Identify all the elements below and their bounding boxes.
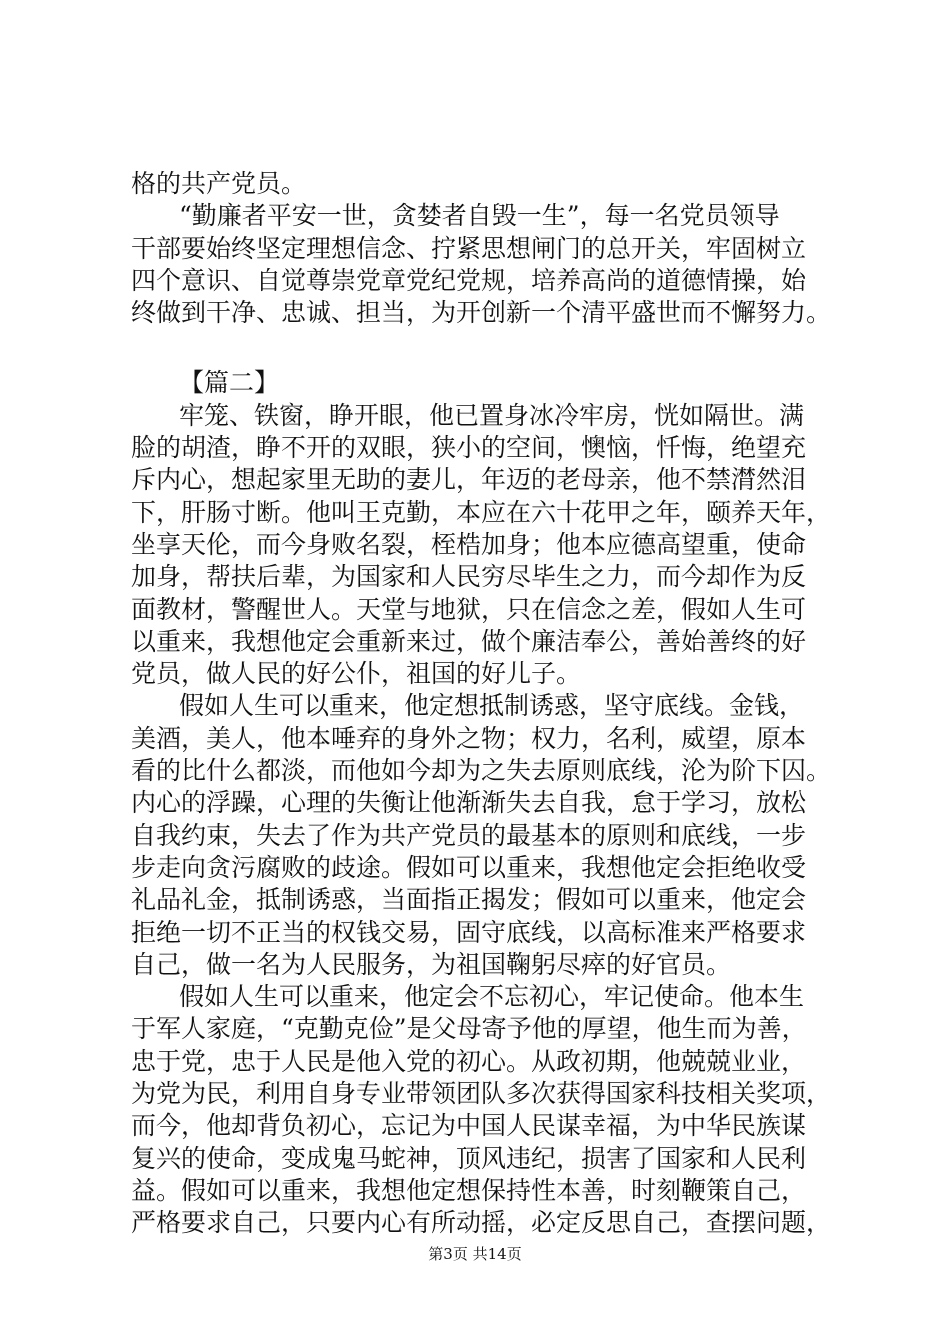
text-line: 自己，做一名为人民服务，为祖国鞠躬尽瘁的好官员。 [131, 949, 732, 979]
text-line: 坐享天伦，而今身败名裂，桎梏加身；他本应德高望重，使命 [131, 529, 807, 559]
text-line: 复兴的使命，变成鬼马蛇神，顶风违纪，损害了国家和人民利 [131, 1143, 807, 1173]
text-line: 礼品礼金，抵制诱惑，当面指正揭发；假如可以重来，他定会 [131, 885, 807, 915]
text-line: 加身，帮扶后辈，为国家和人民穷尽毕生之力，而今却作为反 [131, 562, 807, 592]
text-line: 而今，他却背负初心，忘记为中国人民谋幸福，为中华民族谋 [131, 1111, 807, 1141]
section-heading: 【篇二】 [179, 368, 280, 398]
document-body [131, 168, 851, 1240]
paragraph-start-line: 假如人生可以重来，他定会不忘初心，牢记使命。他本生 [179, 982, 805, 1012]
text-line: 终做到干净、忠诚、担当，为开创新一个清平盛世而不懈努力。 [131, 298, 832, 328]
text-line: 于军人家庭，“克勤克俭”是父母寄予他的厚望，他生而为善， [131, 1014, 807, 1044]
text-line: 步走向贪污腐败的歧途。假如可以重来，我想他定会拒绝收受 [131, 852, 807, 882]
paragraph-start-line: 牢笼、铁窗，睁开眼，他已置身冰冷牢房，恍如隔世。满 [179, 400, 805, 430]
text-line: 面教材，警醒世人。天堂与地狱，只在信念之差，假如人生可 [131, 594, 807, 624]
paragraph-start-line: 假如人生可以重来，他定想抵制诱惑，坚守底线。金钱， [179, 691, 805, 721]
text-line: 严格要求自己，只要内心有所动摇，必定反思自己，查摆问题， [131, 1208, 832, 1238]
text-line: 格的共产党员。 [131, 169, 307, 198]
text-line: 忠于党，忠于人民是他入党的初心。从政初期，他兢兢业业， [131, 1046, 807, 1076]
text-line: 四个意识、自觉尊崇党章党纪党规，培养高尚的道德情操，始 [131, 265, 807, 295]
text-line: 干部要始终坚定理想信念、拧紧思想闸门的总开关，牢固树立 [131, 233, 807, 263]
text-line: 以重来，我想他定会重新来过，做个廉洁奉公，善始善终的好 [131, 626, 807, 656]
text-line: 美酒，美人，他本唾弃的身外之物；权力，名利，威望，原本 [131, 723, 807, 753]
text-line: 为党为民，利用自身专业带领团队多次获得国家科技相关奖项， [131, 1079, 832, 1109]
text-line: 下，肝肠寸断。他叫王克勤，本应在六十花甲之年，颐养天年， [131, 497, 832, 527]
paragraph-gap [131, 329, 851, 367]
text-line: 内心的浮躁，心理的失衡让他渐渐失去自我，怠于学习，放松 [131, 788, 807, 818]
page-number-footer: 第3页 共14页 [428, 1245, 522, 1263]
text-line: 党员，做人民的好公仆，祖国的好儿子。 [131, 659, 582, 689]
text-line: 脸的胡渣，睁不开的双眼，狭小的空间，懊恼，忏悔，绝望充 [131, 433, 807, 463]
paragraph-start-line: “勤廉者平安一世，贪婪者自毁一生”，每一名党员领导 [179, 201, 780, 231]
text-line: 益。假如可以重来，我想他定想保持性本善，时刻鞭策自己， [131, 1175, 807, 1205]
text-line: 拒绝一切不正当的权钱交易，固守底线，以高标准来严格要求 [131, 917, 807, 947]
text-line: 斥内心，想起家里无助的妻儿，年迈的老母亲，他不禁潸然泪 [131, 465, 807, 495]
text-line: 自我约束，失去了作为共产党员的最基本的原则和底线，一步 [131, 820, 807, 850]
text-line: 看的比什么都淡，而他如今却为之失去原则底线，沦为阶下囚。 [131, 756, 832, 786]
